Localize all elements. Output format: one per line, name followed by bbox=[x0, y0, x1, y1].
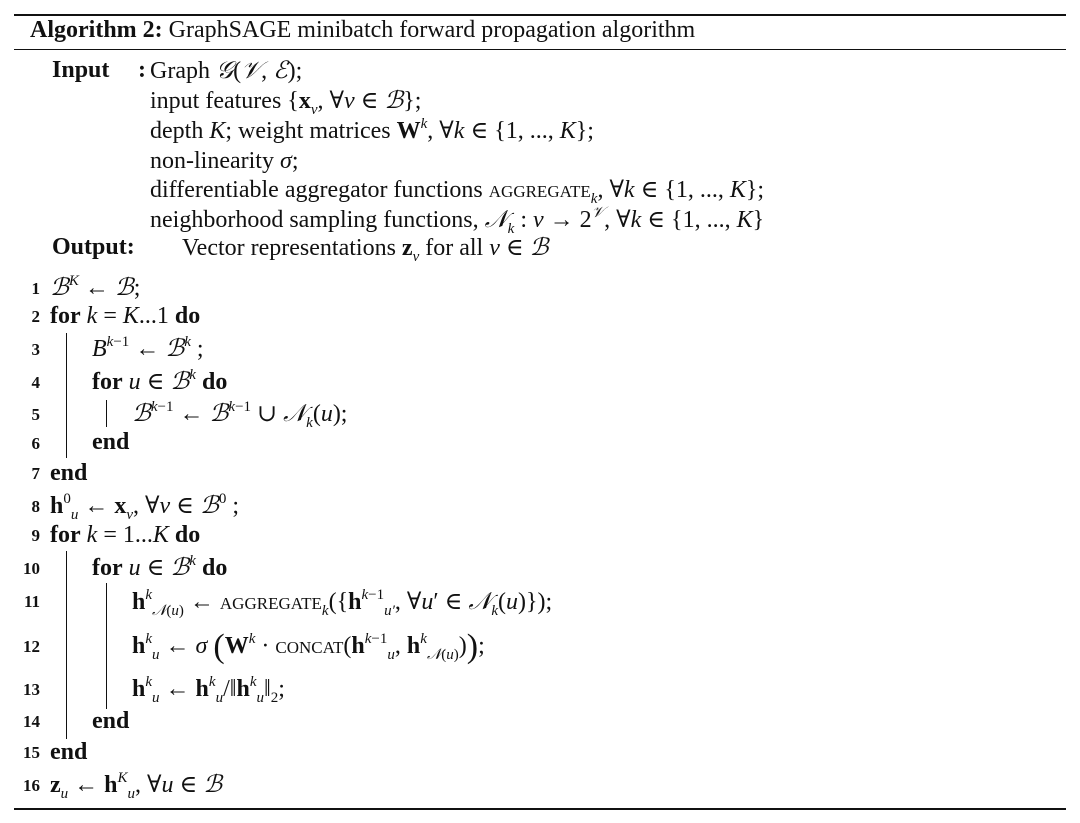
step-7: end bbox=[50, 460, 88, 486]
line-number: 9 bbox=[31, 526, 40, 545]
line-number: 15 bbox=[23, 743, 40, 762]
step-4: for u ∈ ℬ$^k$ do bbox=[92, 367, 228, 395]
step-2: for k = K...1 do bbox=[50, 303, 201, 329]
output-line: Vector representations $z_v$ for all v ∈ ℬ bbox=[182, 233, 549, 265]
line-number: 7 bbox=[31, 464, 40, 483]
input-line-graph: Graph 𝒢(𝒱, ℰ); bbox=[150, 56, 303, 84]
output-label: Output: bbox=[52, 234, 135, 260]
step-11: $h^k_{𝒩(u)}$ ← $aggregate_k(\{h^{k-1}_{u'}$, ∀u′ ∈ 𝒩$_k$(u)}); bbox=[132, 587, 553, 619]
line-number: 8 bbox=[31, 497, 40, 516]
input-line-features: input features {$x_v$, ∀v ∈ ℬ}; bbox=[150, 86, 422, 118]
algorithm-name: GraphSAGE minibatch forward propagation algorithm bbox=[168, 17, 696, 43]
line-number: 13 bbox=[23, 680, 40, 699]
step-1: ℬ$^K$ ← ℬ; bbox=[50, 273, 141, 301]
loop-bar-outer-2 bbox=[66, 551, 67, 739]
line-number: 3 bbox=[31, 340, 40, 359]
line-number: 5 bbox=[31, 405, 40, 424]
line-number: 12 bbox=[23, 637, 40, 656]
step-12: $h^k_u$ ← σ ($W^k$ · $concat(h^{k-1}_u$, $h^k_{𝒩(u)}$)); bbox=[132, 628, 485, 665]
input-line-sampling: neighborhood sampling functions, 𝒩$_k$ : $v \to 2^𝒱$, ∀k ∈ {1, ..., K} bbox=[150, 203, 765, 237]
step-15: end bbox=[50, 739, 88, 765]
line-number: 2 bbox=[31, 307, 40, 326]
input-label: Input bbox=[52, 57, 110, 83]
loop-bar-inner-1 bbox=[106, 400, 107, 427]
step-9: for k = 1...K do bbox=[50, 522, 201, 548]
algorithm-label: Algorithm 2: bbox=[30, 17, 163, 43]
bottom-rule bbox=[14, 808, 1066, 810]
step-13: $h^k_u$ ← $h^k_u/‖h^k_u‖_2$; bbox=[132, 674, 285, 706]
line-number: 4 bbox=[31, 373, 40, 392]
step-8: $h^0_u$ ← $x_v$, ∀v ∈ ℬ$^0$ ; bbox=[50, 491, 239, 523]
line-number: 6 bbox=[31, 434, 40, 453]
line-number: 1 bbox=[31, 279, 40, 298]
step-10: for u ∈ ℬ$^k$ do bbox=[92, 553, 228, 581]
algorithm-title bbox=[30, 16, 695, 44]
input-line-aggregators: differentiable aggregator functions aggregate$_k$, ∀k ∈ {1, ..., K}; bbox=[150, 177, 765, 207]
input-line-nonlinearity: non-linearity σ; bbox=[150, 148, 299, 174]
line-number: 14 bbox=[23, 712, 40, 731]
step-5: ℬ$^{k-1}$ ← ℬ$^{k-1}$ ∪ 𝒩$_k$(u); bbox=[132, 399, 348, 431]
step-14: end bbox=[92, 708, 130, 734]
input-line-depth: depth K; weight matrices $W^k$, ∀k ∈ {1, ..., K}; bbox=[150, 116, 594, 144]
step-6: end bbox=[92, 429, 130, 455]
input-colon: : bbox=[138, 57, 146, 83]
title-rule bbox=[14, 49, 1066, 50]
step-3: $B^{k-1}$ ← ℬ$^k$ ; bbox=[92, 334, 204, 362]
line-number: 16 bbox=[23, 776, 40, 795]
loop-bar-inner-2 bbox=[106, 583, 107, 709]
loop-bar-outer-1 bbox=[66, 333, 67, 458]
step-16: $z_u$ ← $h^K_u$, ∀u ∈ ℬ bbox=[50, 770, 223, 802]
line-number: 11 bbox=[23, 592, 40, 611]
line-number: 10 bbox=[23, 559, 40, 578]
